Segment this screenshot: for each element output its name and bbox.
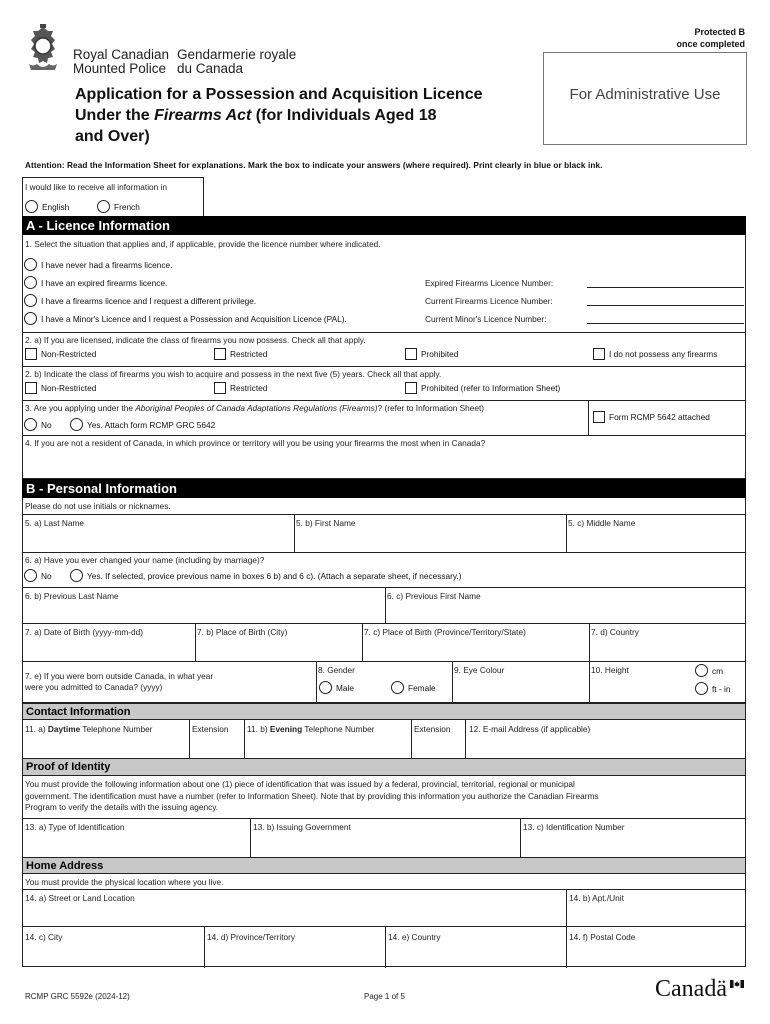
dob-field[interactable]: 7. a) Date of Birth (yyyy-mm-dd) <box>25 627 144 637</box>
identity-header: Proof of Identity <box>22 759 746 775</box>
birth-city-field[interactable]: 7. b) Place of Birth (City) <box>197 627 288 637</box>
height-ftin-radio[interactable]: ft - in <box>695 682 730 695</box>
rcmp-crest-icon <box>22 24 64 74</box>
last-name-field[interactable]: 5. a) Last Name <box>25 518 85 528</box>
page-number: Page 1 of 5 <box>364 992 405 1001</box>
language-english-radio[interactable]: English <box>25 200 69 213</box>
q3-attached-cell <box>588 400 746 435</box>
section-a-header: A - Licence Information <box>22 216 746 235</box>
q1-never-radio[interactable]: I have never had a firearms licence. <box>24 258 172 271</box>
q3-label: 3. Are you applying under the Aboriginal Peoples of Canada Adaptations Regulations (Firearms)? (refer to Information Sheet) <box>25 403 485 413</box>
address-note: You must provide the physical location where you live. <box>25 877 224 887</box>
address-row1 <box>23 889 747 926</box>
province-field[interactable]: 14. d) Province/Territory <box>207 932 296 942</box>
q2b-prohibited-check[interactable]: Prohibited (refer to Information Sheet) <box>405 382 560 394</box>
q2a-label: 2. a) If you are licensed, indicate the class of firearms you now possess. Check all that apply. <box>25 335 366 345</box>
current-licence-input[interactable] <box>587 305 744 306</box>
identity-body <box>22 775 746 859</box>
country-field[interactable]: 14. e) Country <box>388 932 441 942</box>
identity-row <box>23 818 747 860</box>
q2a-nonrestricted-check[interactable]: Non-Restricted <box>25 348 96 360</box>
details-row <box>23 661 747 703</box>
address-body <box>22 873 746 967</box>
current-licence-label: Current Firearms Licence Number: <box>425 296 553 306</box>
previous-name-row <box>23 587 747 623</box>
email-field[interactable]: 12. E-mail Address (if applicable) <box>469 724 591 734</box>
q1-expired-radio[interactable]: I have an expired firearms licence. <box>24 276 167 289</box>
postal-code-field[interactable]: 14. f) Postal Code <box>569 932 636 942</box>
q4-label: 4. If you are not a resident of Canada, in which province or territory will you be using your firearms the most when in Canada? <box>25 438 486 448</box>
q2b-restricted-check[interactable]: Restricted <box>214 382 267 394</box>
org-name-en: Royal Canadian Mounted Police <box>73 47 170 76</box>
year-admitted-field[interactable]: 7. e) If you were born outside Canada, in what year were you admitted to Canada? (yyyy) <box>25 671 214 692</box>
section-b-header: B - Personal Information <box>22 479 746 498</box>
gender-male-radio[interactable]: Male <box>319 681 354 694</box>
q2b-nonrestricted-check[interactable]: Non-Restricted <box>25 382 96 394</box>
q6a-label: 6. a) Have you ever changed your name (including by marriage)? <box>25 555 265 565</box>
language-label: I would like to receive all information in <box>25 182 168 192</box>
gender-label: 8. Gender <box>318 665 355 675</box>
page-title: Application for a Possession and Acquisition Licence Under the Firearms Act (for Individuals Aged 18 and Over) <box>75 86 483 145</box>
expired-licence-input[interactable] <box>587 287 744 288</box>
id-type-field[interactable]: 13. a) Type of Identification <box>25 822 125 832</box>
evening-extension-field[interactable]: Extension <box>414 724 451 734</box>
q2a-prohibited-check[interactable]: Prohibited <box>405 348 458 360</box>
first-name-field[interactable]: 5. b) First Name <box>296 518 356 528</box>
q2a-restricted-check[interactable]: Restricted <box>214 348 267 360</box>
middle-name-field[interactable]: 5. c) Middle Name <box>568 518 636 528</box>
org-name-fr: Gendarmerie royale du Canada <box>177 47 297 76</box>
identity-text: You must provide the following information about one (1) piece of identification that was issued by a federal, provincial, territorial, regional or municipal government. The identification must have a number (refer to Information Sheet). Note that by providing this information you authorize the Canadian Firearms Program to verify the details with the issuing agency. <box>25 779 599 812</box>
minor-licence-label: Current Minor's Licence Number: <box>425 314 547 324</box>
protected-label: Protected B once completed <box>676 27 745 49</box>
q1-minor-radio[interactable]: I have a Minor's Licence and I request a Possession and Acquisition Licence (PAL). <box>24 312 347 325</box>
previous-first-name-field[interactable]: 6. c) Previous First Name <box>387 591 481 601</box>
section-a-body <box>22 235 746 479</box>
contact-row <box>22 719 746 759</box>
form-id: RCMP GRC 5592e (2024-12) <box>25 992 130 1001</box>
address-row2 <box>23 926 747 968</box>
q1-label: 1. Select the situation that applies and, if applicable, provide the licence number where indicated. <box>25 239 381 249</box>
language-french-radio[interactable]: French <box>97 200 140 213</box>
q6a-no-radio[interactable]: No <box>24 569 52 582</box>
issuing-government-field[interactable]: 13. b) Issuing Government <box>253 822 351 832</box>
street-field[interactable]: 14. a) Street or Land Location <box>25 893 135 903</box>
previous-last-name-field[interactable]: 6. b) Previous Last Name <box>25 591 119 601</box>
q3-attached-check[interactable]: Form RCMP 5642 attached <box>593 411 710 423</box>
language-box <box>22 177 204 216</box>
name-row <box>23 514 747 552</box>
canada-flag-icon <box>730 975 744 983</box>
height-cm-radio[interactable]: cm <box>695 664 723 677</box>
q3-yes-radio[interactable]: Yes. Attach form RCMP GRC 5642 <box>70 418 215 431</box>
section-b-body <box>22 498 746 703</box>
q6a-yes-radio[interactable]: Yes. If selected, provice previous name in boxes 6 b) and 6 c). (Attach a separate sheet, if necessary.) <box>70 569 461 582</box>
canada-wordmark: Canadä <box>655 976 727 1002</box>
birth-province-field[interactable]: 7. c) Place of Birth (Province/Territory/State) <box>364 627 526 637</box>
eye-colour-field[interactable]: 9. Eye Colour <box>454 665 505 675</box>
birth-country-field[interactable]: 7. d) Country <box>591 627 639 637</box>
q2b-label: 2. b) Indicate the class of firearms you wish to acquire and possess in the next five (5) years. Check all that apply. <box>25 369 442 379</box>
admin-box: For Administrative Use <box>543 52 747 145</box>
q3-no-radio[interactable]: No <box>24 418 52 431</box>
q1-different-privilege-radio[interactable]: I have a firearms licence and I request a different privilege. <box>24 294 256 307</box>
q2a-none-check[interactable]: I do not possess any firearms <box>593 348 717 360</box>
section-b-note: Please do not use initials or nicknames. <box>25 501 171 511</box>
birth-row <box>23 623 747 661</box>
evening-phone-field[interactable]: 11. b) Evening Telephone Number <box>247 724 375 734</box>
id-number-field[interactable]: 13. c) Identification Number <box>523 822 625 832</box>
expired-licence-label: Expired Firearms Licence Number: <box>425 278 554 288</box>
day-extension-field[interactable]: Extension <box>192 724 229 734</box>
contact-header: Contact Information <box>22 703 746 719</box>
attention-note: Attention: Read the Information Sheet for explanations. Mark the box to indicate your answers (where required). Print clearly in blue or black ink. <box>25 161 603 170</box>
minor-licence-input[interactable] <box>587 323 744 324</box>
address-header: Home Address <box>22 857 746 873</box>
city-field[interactable]: 14. c) City <box>25 932 63 942</box>
apt-field[interactable]: 14. b) Apt./Unit <box>569 893 624 903</box>
height-field[interactable]: 10. Height <box>591 665 629 675</box>
gender-female-radio[interactable]: Female <box>391 681 436 694</box>
day-phone-field[interactable]: 11. a) Daytime Telephone Number <box>25 724 153 734</box>
